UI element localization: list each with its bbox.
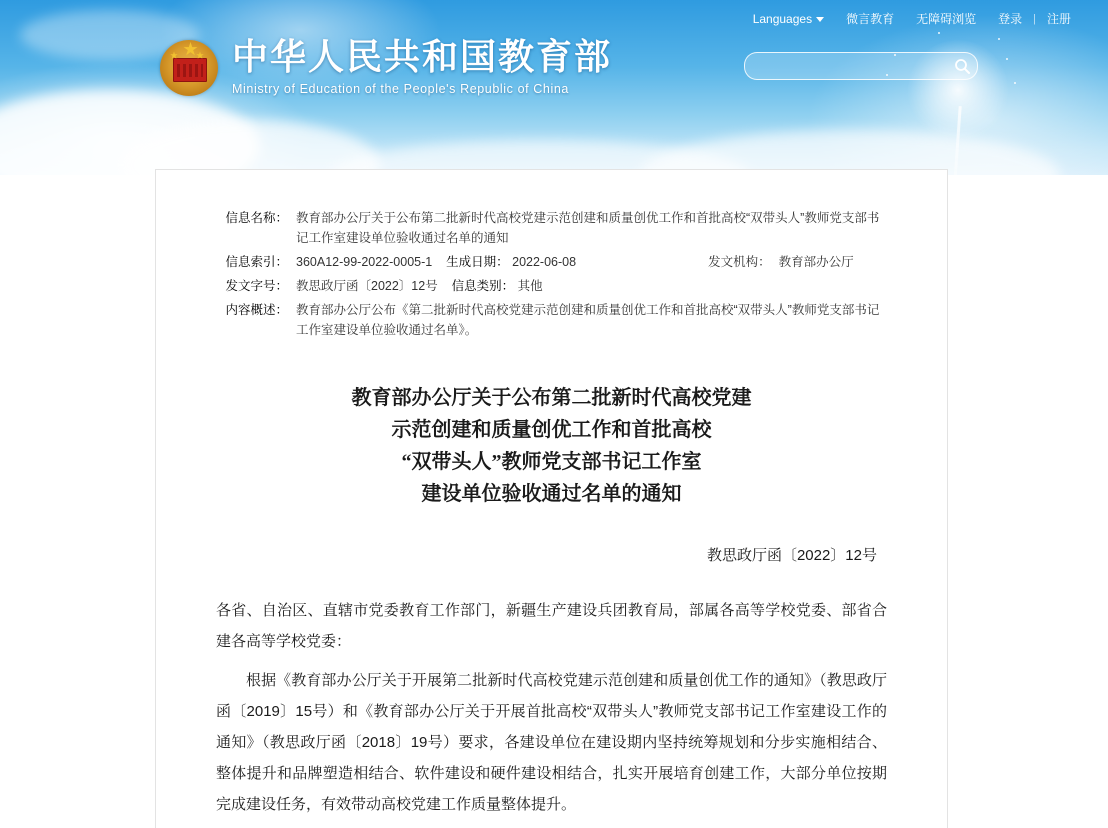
meta-label-index: 信息索引： — [225, 255, 288, 269]
document-paragraph: 根据《教育部办公厅关于开展第二批新时代高校党建示范创建和质量创优工作的通知》（教思政厅函〔2019〕15号）和《教育部办公厅关于开展首批高校“双带头人”教师党支部书记工作室建设工作的通知》（教思政厅函〔2018〕19号）要求，各建设单位在建设期内坚持统筹规划和分步实施相结合、整体提升和品牌塑造相结合、软件建设和硬件建设相结合，扎实开展培育创建工作，大部分单位按期完成建设任务，有效带动高校党建工作质量整体提升。 — [216, 672, 887, 813]
site-header-banner — [0, 0, 1108, 175]
meta-label-docnum: 发文字号： — [225, 279, 288, 293]
meta-value-name: 教育部办公厅关于公布第二批新时代高校党建示范创建和质量创优工作和首批高校“双带头人”教师党支部书记工作室建设单位验收通过名单的通知 — [296, 211, 880, 245]
document-number: 教思政厅函〔2022〕12号 — [706, 547, 877, 564]
document-metadata-table — [216, 206, 887, 342]
document-body — [216, 595, 887, 820]
meta-row-name — [216, 206, 887, 250]
meta-label-category: 信息类别： — [451, 279, 515, 293]
meta-value-summary: 教育部办公厅公布《第二批新时代高校党建示范创建和质量创优工作和首批高校“双带头人”教师党支部书记工作室建设单位验收通过名单》。 — [296, 303, 880, 337]
document-salutation: 各省、自治区、直辖市党委教育工作部门，新疆生产建设兵团教育局，部属各高等学校党委、部省合建各高等学校党委： — [216, 602, 887, 650]
top-navigation — [742, 11, 1082, 27]
nav-login[interactable]: 登录 — [998, 12, 1023, 26]
nav-separator: | — [1033, 13, 1036, 25]
brand-titles — [232, 36, 612, 98]
meta-label-summary: 内容概述： — [225, 303, 288, 317]
meta-value-docnum: 教思政厅函〔2022〕12号 信息类别： 其他 — [296, 279, 543, 293]
nav-languages[interactable]: Languages — [742, 11, 835, 27]
nav-weiyan-jiaoyu[interactable]: 微言教育 — [846, 12, 895, 26]
document-title-line: 建设单位验收通过名单的通知 — [421, 483, 682, 505]
meta-value-index: 360A12-99-2022-0005-1 生成日期： 2022-06-08 — [296, 255, 577, 269]
site-brand[interactable] — [158, 36, 612, 98]
meta-row-summary — [216, 298, 887, 342]
national-emblem-icon: ★ ★ ★ — [158, 36, 220, 98]
search-input[interactable] — [745, 55, 947, 77]
site-search[interactable] — [744, 52, 978, 80]
nav-accessibility[interactable]: 无障碍浏览 — [916, 12, 977, 26]
meta-value-issuer: 教育部办公厅 — [778, 255, 854, 269]
document-title-line: 教育部办公厅关于公布第二批新时代高校党建 — [351, 387, 752, 409]
search-icon[interactable] — [947, 54, 977, 78]
document-title-line: “双带头人”教师党支部书记工作室 — [401, 451, 702, 473]
meta-label-created: 生成日期： — [446, 255, 509, 269]
site-title-en: Ministry of Education of the People's Republic of China — [232, 82, 569, 96]
meta-value-category: 其他 — [517, 279, 543, 293]
document-panel — [155, 169, 948, 828]
chevron-down-icon — [816, 17, 824, 22]
meta-value-created: 2022-06-08 — [512, 255, 577, 269]
meta-label-issuer: 发文机构： — [708, 255, 771, 269]
document-title-line: 示范创建和质量创优工作和首批高校 — [391, 419, 712, 441]
meta-row-index — [216, 250, 887, 274]
site-title-cn: 中华人民共和国教育部 — [232, 37, 613, 77]
meta-label-name: 信息名称： — [225, 211, 288, 225]
meta-row-docnum — [216, 274, 887, 298]
document-title — [216, 382, 887, 510]
nav-register[interactable]: 注册 — [1046, 12, 1071, 26]
